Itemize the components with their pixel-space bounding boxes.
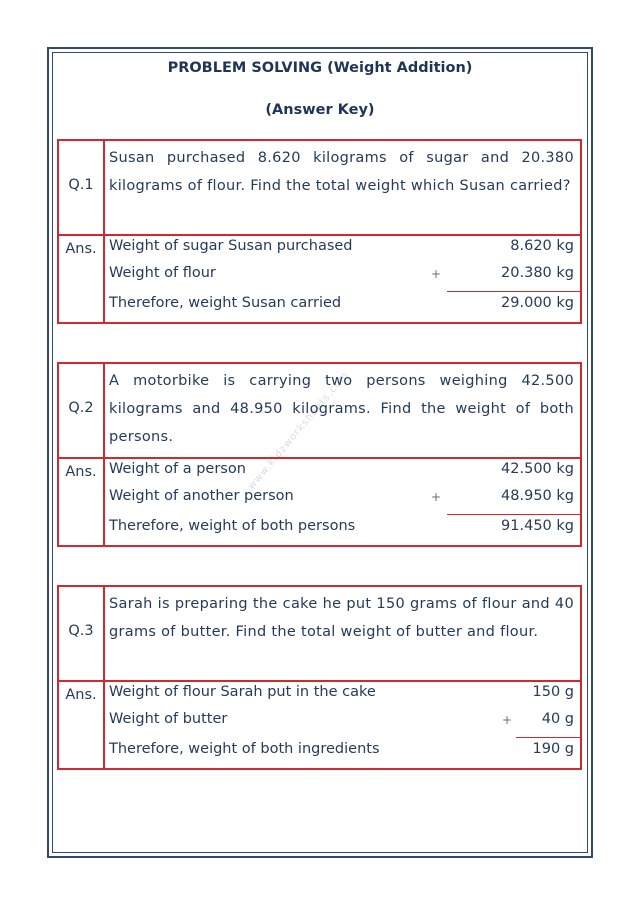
question-row [59, 364, 580, 459]
answer-line-3: Therefore, weight of both ingredients [109, 741, 380, 757]
question-row [59, 141, 580, 236]
plus-sign: + [502, 713, 513, 727]
answer-row [59, 682, 580, 768]
page-title: PROBLEM SOLVING (Weight Addition) [167, 60, 473, 76]
answer-row [59, 236, 580, 322]
sum-line [447, 514, 580, 515]
answer-value-1: 8.620 kg [510, 238, 574, 254]
answer-line-3: Therefore, weight Susan carried [109, 295, 342, 311]
answer-line-3: Therefore, weight of both persons [109, 518, 356, 534]
problem-block-3 [57, 585, 582, 770]
question-text: Susan purchased 8.620 kilograms of sugar and 20.380 kilograms of flour. Find the total weight which Susan carried? [109, 150, 574, 194]
sum-line [516, 737, 580, 738]
answer-label: Ans. [65, 241, 97, 257]
answer-value-1: 150 g [532, 684, 574, 700]
answer-line-2: Weight of flour [109, 265, 216, 281]
question-label: Q.3 [68, 623, 94, 639]
answer-total: 29.000 kg [501, 295, 574, 311]
answer-label: Ans. [65, 464, 97, 480]
plus-sign: + [431, 490, 442, 504]
answer-line-2: Weight of butter [109, 711, 228, 727]
plus-sign: + [431, 267, 442, 281]
question-row [59, 587, 580, 682]
question-label: Q.1 [68, 177, 94, 193]
page-subtitle: (Answer Key) [265, 102, 375, 118]
question-label: Q.2 [68, 400, 94, 416]
answer-value-2: 20.380 kg [501, 265, 574, 281]
question-text: A motorbike is carrying two persons weighing 42.500 kilograms and 48.950 kilograms. Find the weight of both persons. [109, 373, 574, 445]
answer-row [59, 459, 580, 545]
answer-value-2: 40 g [541, 711, 574, 727]
question-text: Sarah is preparing the cake he put 150 grams of flour and 40 grams of butter. Find the total weight of butter and flour. [109, 596, 574, 640]
answer-line-1: Weight of sugar Susan purchased [109, 238, 353, 254]
answer-line-1: Weight of flour Sarah put in the cake [109, 684, 376, 700]
answer-line-1: Weight of a person [109, 461, 246, 477]
problem-block-2 [57, 362, 582, 547]
answer-value-1: 42.500 kg [501, 461, 574, 477]
answer-line-2: Weight of another person [109, 488, 294, 504]
answer-value-2: 48.950 kg [501, 488, 574, 504]
answer-total: 190 g [532, 741, 574, 757]
problem-block-1 [57, 139, 582, 324]
answer-total: 91.450 kg [501, 518, 574, 534]
sum-line [447, 291, 580, 292]
watermark: www.kidzworksheets.com [246, 369, 352, 493]
answer-label: Ans. [65, 687, 97, 703]
